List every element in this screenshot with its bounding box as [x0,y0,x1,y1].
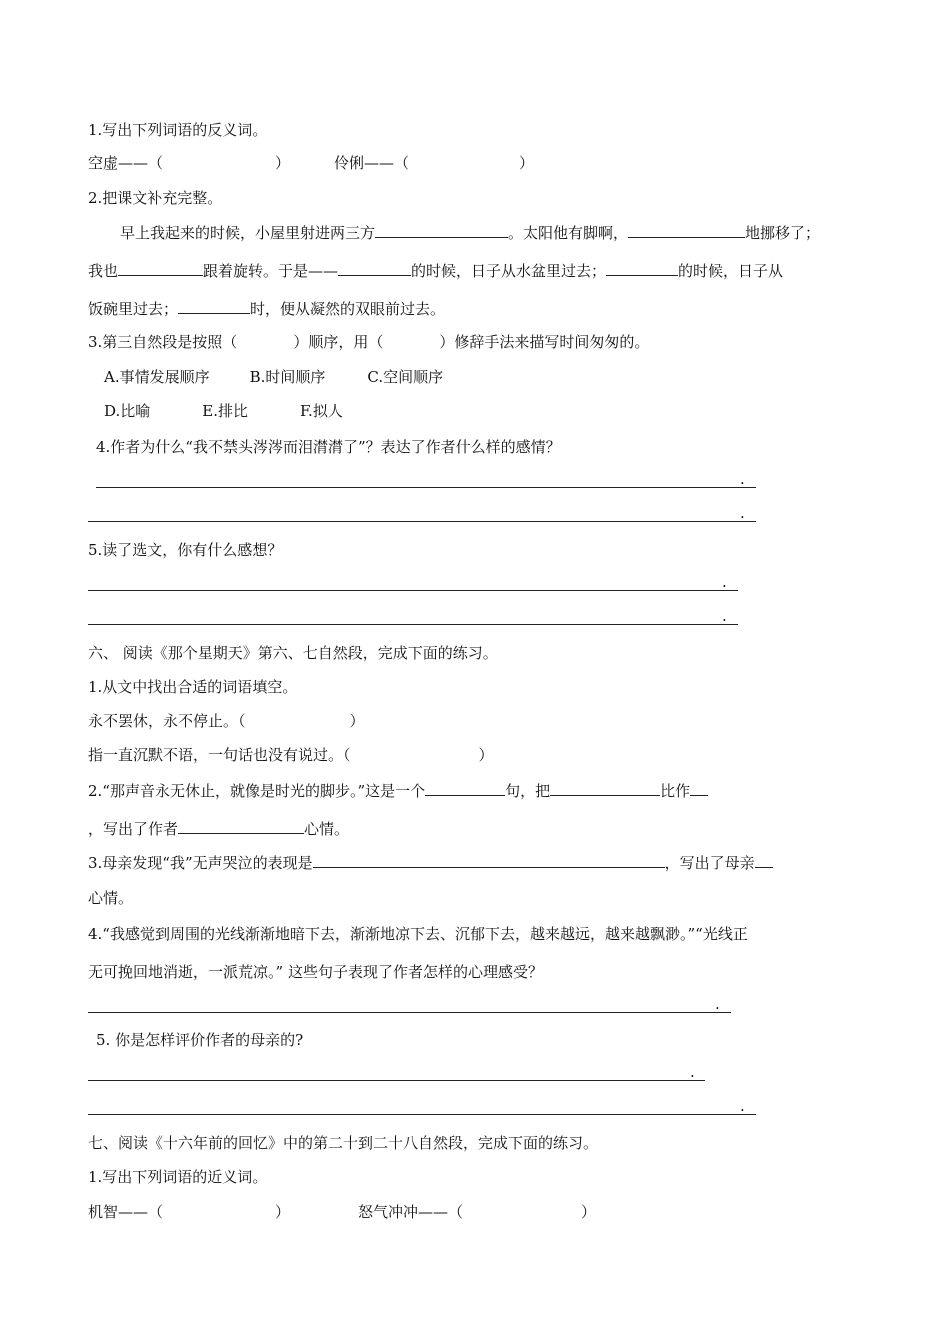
answer-line[interactable] [96,487,756,488]
q3-options-row-1 [104,367,443,387]
fill-blank[interactable] [755,852,773,868]
option-a[interactable]: A.事情发展顺序 [104,368,210,386]
word-lingli: 伶俐——（ [334,154,410,172]
word-jizhi: 机智——（ [88,1203,164,1221]
s6-q4-line-1: 4.“我感觉到周围的光线渐渐地暗下去，渐渐地凉下去、沉郁下去，越来越远，越来越飘渺。”“光线正 [88,925,748,943]
question-text: ，写出了母亲 [664,854,755,872]
question-text: 比作 [660,782,691,800]
s7-q1-title: 1.写出下列词语的近义词。 [88,1168,268,1186]
q3-options-row-2 [104,401,343,421]
passage-text: 时，便从凝然的双眼前过去。 [250,300,446,318]
q3-order-question [88,332,649,352]
s6-q1-line-1 [88,711,365,731]
question-text: 指一直沉默不语，一句话也没有说过。（ [88,746,351,764]
q1-antonym-row [88,153,534,173]
fill-blank[interactable] [178,818,304,834]
passage-text: 我也 [88,262,119,280]
passage-line-2 [88,260,783,281]
question-text: 3.第三自然段是按照（ [88,333,238,351]
answer-line[interactable] [88,590,738,591]
passage-text: 地挪移了； [745,224,821,242]
s6-q3-line-1 [88,852,773,873]
option-c[interactable]: C.空间顺序 [367,368,444,386]
question-text: 永不罢休，永不停止。（ [88,712,246,730]
line-period: . [722,573,727,591]
passage-text: 跟着旋转。于是—— [203,262,339,280]
q2-fill-title: 2.把课文补充完整。 [88,189,223,207]
line-period: . [715,995,720,1013]
paren-close: ） [519,154,535,172]
answer-line[interactable] [88,1080,705,1081]
line-period: . [690,1063,695,1081]
passage-text: 的时候，日子从水盆里过去； [411,262,607,280]
s6-q1-title: 1.从文中找出合适的词语填空。 [88,678,298,696]
s6-q1-line-2 [88,745,494,765]
passage-line-1 [120,222,820,243]
section-7-heading: 七、阅读《十六年前的回忆》中的第二十到二十八自然段，完成下面的练习。 [88,1134,599,1152]
word-kongxu: 空虚——（ [88,154,164,172]
fill-blank[interactable] [628,222,745,238]
s6-q3-line-2: 心情。 [88,889,134,907]
paren-close: ） [478,746,494,764]
passage-text: 饭碗里过去； [88,300,179,318]
line-period: . [740,504,745,522]
line-period: . [722,607,727,625]
answer-line[interactable] [88,1012,731,1013]
question-text: ）修辞手法来描写时间匆匆的。 [439,333,650,351]
answer-line[interactable] [88,521,756,522]
paren-close: ） [581,1203,597,1221]
s6-q4-line-2: 无可挽回地消逝，一派荒凉。” 这些句子表现了作者怎样的心理感受？ [88,963,543,981]
q5-thoughts-question: 5.读了选文，你有什么感想？ [88,541,283,559]
question-text: ，写出了作者 [88,820,179,838]
q1-antonym-title: 1.写出下列词语的反义词。 [88,121,268,139]
question-text: 2.“那声音永无休止，就像是时光的脚步。”这是一个 [88,782,426,800]
passage-text: 的时候，日子从 [678,262,784,280]
option-b[interactable]: B.时间顺序 [249,368,326,386]
section-6-heading: 六、 阅读《那个星期天》第六、七自然段，完成下面的练习。 [88,644,498,662]
paren-close: ） [275,154,291,172]
fill-blank[interactable] [375,222,508,238]
fill-blank[interactable] [338,260,411,276]
s6-q2-line-1 [88,780,708,801]
option-e[interactable]: E.排比 [202,402,248,420]
option-f[interactable]: F.拟人 [299,402,343,420]
s6-q2-line-2 [88,818,349,839]
fill-blank[interactable] [606,260,678,276]
fill-blank[interactable] [690,780,708,796]
answer-line[interactable] [88,624,738,625]
answer-line[interactable] [88,1114,756,1115]
fill-blank[interactable] [425,780,505,796]
question-text: ）顺序，用（ [293,333,384,351]
paren-close: ） [349,712,365,730]
word-nuqichongchong: 怒气冲冲——（ [358,1203,464,1221]
fill-blank[interactable] [550,780,660,796]
line-period: . [740,1097,745,1115]
fill-blank[interactable] [118,260,203,276]
passage-text: 。太阳他有脚啊， [508,224,629,242]
question-text: 3.母亲发现“我”无声哭泣的表现是 [88,854,313,872]
passage-text: 早上我起来的时候，小屋里射进两三方 [120,224,376,242]
q4-feeling-question: 4.作者为什么“我不禁头涔涔而泪潸潸了”？表达了作者什么样的感情？ [96,438,561,456]
line-period: . [740,470,745,488]
passage-line-3 [88,298,445,319]
question-text: 心情。 [304,820,350,838]
fill-blank[interactable] [178,298,250,314]
question-text: 句，把 [505,782,551,800]
s7-q1-synonym-row [88,1202,596,1222]
paren-close: ） [275,1203,291,1221]
fill-blank[interactable] [313,852,665,868]
option-d[interactable]: D.比喻 [104,402,151,420]
s6-q5-question: 5. 你是怎样评价作者的母亲的? [96,1031,304,1049]
